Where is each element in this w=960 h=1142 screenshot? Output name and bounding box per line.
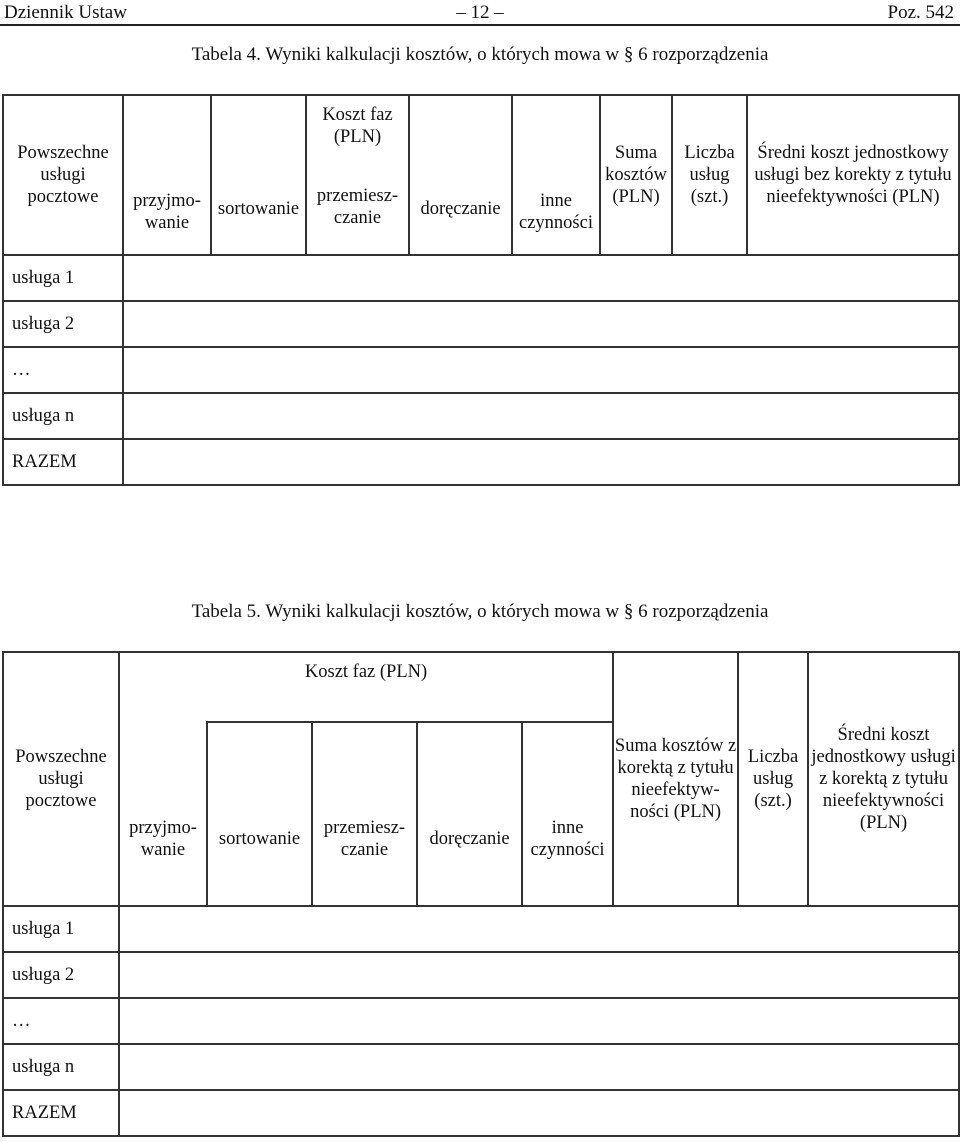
t4-row-label: usługa 1 bbox=[3, 255, 123, 301]
t4-row-label: usługa n bbox=[3, 393, 123, 439]
t4-header-phase-2: sortowanie bbox=[211, 95, 306, 255]
journal-name: Dziennik Ustaw bbox=[4, 2, 127, 23]
t4-header-phase-5: inne czynności bbox=[512, 95, 600, 255]
page-header bbox=[0, 0, 960, 26]
t4-header-services: Powszechne usługi pocztowe bbox=[3, 95, 123, 255]
page-number: – 12 – bbox=[456, 2, 504, 23]
t4-header-avg: Średni koszt jednostkowy usługi bez korekty z tytułu nieefektywności (PLN) bbox=[747, 95, 959, 255]
t5-header-count: Liczba usług (szt.) bbox=[738, 652, 808, 906]
t4-header-count: Liczba usług (szt.) bbox=[672, 95, 747, 255]
t5-header-phase-1: przyjmo-wanie bbox=[119, 722, 207, 906]
t5-header-sum: Suma kosztów z korektą z tytułu nieefektyw-ności (PLN) bbox=[613, 652, 738, 906]
t5-row-label: usługa 1 bbox=[3, 906, 119, 952]
t4-header-phase-4: doręczanie bbox=[409, 95, 512, 255]
table4-title: Tabela 4. Wyniki kalkulacji kosztów, o których mowa w § 6 rozporządzenia bbox=[191, 44, 769, 65]
t5-header-phase-5: inne czynności bbox=[522, 722, 613, 906]
t5-header-cost-group: Koszt faz (PLN) bbox=[119, 652, 613, 722]
position-number: Poz. 542 bbox=[887, 2, 954, 23]
t4-row-label: usługa 2 bbox=[3, 301, 123, 347]
t5-header-avg: Średni koszt jednostkowy usługi z korektą z tytułu nieefektywności (PLN) bbox=[808, 652, 959, 906]
t4-header-phase-3: przemiesz-czanie bbox=[306, 155, 409, 255]
t4-header-sum: Suma kosztów (PLN) bbox=[600, 95, 672, 255]
t4-row-label: … bbox=[3, 347, 123, 393]
t4-header-phase-1: przyjmo-wanie bbox=[123, 95, 211, 255]
t5-row-label: RAZEM bbox=[3, 1090, 119, 1136]
table5 bbox=[2, 651, 960, 1137]
t5-header-services: Powszechne usługi pocztowe bbox=[3, 652, 119, 906]
t5-header-phase-2: sortowanie bbox=[207, 722, 312, 906]
t5-row-label: usługa 2 bbox=[3, 952, 119, 998]
t5-row-label: … bbox=[3, 998, 119, 1044]
table4 bbox=[2, 94, 960, 486]
t5-header-phase-4: doręczanie bbox=[417, 722, 522, 906]
t5-header-phase-3: przemiesz-czanie bbox=[312, 722, 417, 906]
table5-title: Tabela 5. Wyniki kalkulacji kosztów, o których mowa w § 6 rozporządzenia bbox=[191, 601, 769, 622]
t4-header-cost-group: Koszt faz (PLN) bbox=[306, 95, 409, 155]
t4-row-label: RAZEM bbox=[3, 439, 123, 485]
t5-row-label: usługa n bbox=[3, 1044, 119, 1090]
